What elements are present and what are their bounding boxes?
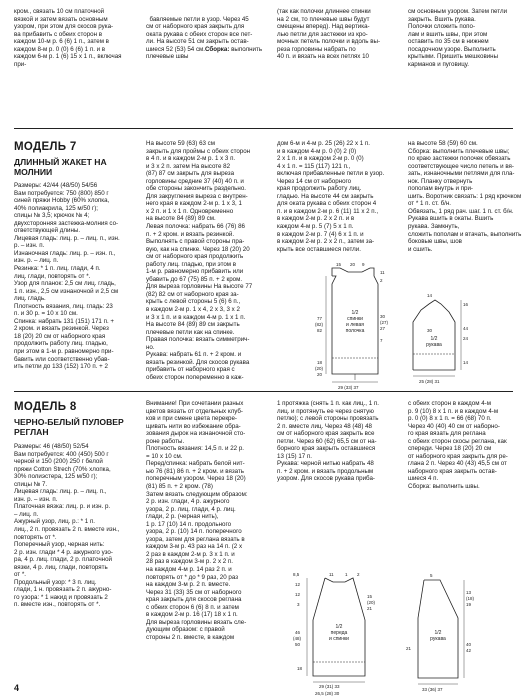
model8-sleeve-diagram [400,570,523,696]
m8-left-label-9: (20) [367,600,376,605]
m8-right-label-3: (18) [466,596,475,601]
model7-col2: На высоте 59 (63) 63 см закрыть для проймы с обеих сторон в 4 п. и в каждом 2-м р. 1 х 3 п. и 3 х 2 п. затем На высоте 82 (87) 87 см закрыть для выреза горловины средние 37 (40) 40 п. и обе стороны закончить раздельно. Для закругления выреза с внутрен- него края в каждом 2-м р. 1 х 3, 1 х 2 п. и 1 х 1 п. Одновременно на высоте 84 (89) 89 см. Левая полочка: набрать 66 (76) 86 п. + 2 кром. и вязать резинкой. Выполнять с правой стороны пра- вую, как на спинке. Через 18 (20) 20 см от наборного края продолжить работу лиц. гладью, при этом в 1-м р. равномерно прибавить или убавить до 67 (75) 85 п. + 2 кром. Для выреза горловины На высоте 77 (82) 82 см от наборного края за- крыть с левой стороны 5 (6) 6 п., в каждом 2-м р. 1 х 4, 2 х 3, 3 х 2 и 3 х 1 п. и в каждом 4-м р. 1 х 1 п. На высоте 84 (89) 89 см закрыть плечевые петли как на спинке. Правая полочка: вязать симметрич- но. Рукава: набрать 61 п. + 2 кром. и вязать резинкой. Для скосов рукава прибавить от наборного края с обеих сторон попеременно в каж- [146,140,253,381]
m7-right-label-1: 14 [427,293,433,298]
model7-subtitle: ДЛИННЫЙ ЖАКЕТ НА МОЛНИИ [14,157,107,177]
m7-left-label-6: 77 [317,316,323,321]
model7-title: МОДЕЛЬ 7 [14,141,77,153]
m7-left-label-15: 20 [317,372,323,377]
model7-sleeve-diagram [405,292,523,384]
m7-left-caption-4: полочка [345,328,365,334]
m7-right-caption-1: 1/2 [430,336,438,342]
m7-left-caption-3: и левая [346,322,364,328]
m7-left-label-10: (27) [380,320,389,325]
m8-left-label-3: 12 [295,582,301,587]
m8-right-label-8: 33 (36) 37 [422,687,443,692]
m8-left-label-13: 50 [295,642,301,647]
model8-body-diagram [283,568,395,696]
m8-left-label-1: 8,5 [293,572,300,577]
m7-left-caption-1: 1/2 [351,310,359,316]
m8-right-label-5: 21 [406,646,412,651]
model7-col4: на высоте 58 (59) 60 см. Сборка: выполнить плечевые швы; по краю застежки полочек обвязать соответствующее число петель и вя- зать, изнаночными петлями для пла- нок. Планку отвернуть пополам внутрь и при- шить. Воротник связать: 1 ряд крючком от * 1 п. ст. б/н. Обвязать, 1 ряд рач. шаг. 1 п. ст. б/н. Рукава вшить в окаты. Вшить рукава. Замкнуть, сложить пополам и втачать, выполнить боковые швы, шов и сшить. [408,140,522,253]
m7-right-label-6: 30 [427,328,433,333]
top-col1: кром., связать 10 см платочной вязкой и затем вязать основным узором, при этом для скосов рука- ва прибавить с обеих сторон в каждом 10-м р. 6 (6) 1 п., затем в каждом 8-м р. 0 (0) 6 (6) 1 п. и в каждом 6-м р. 1 (6) 15 х 1 п., включая при- [14,8,122,68]
m7-right-label-7: 25 (28) 31 [419,379,440,384]
m7-left-label-5: 2 [380,278,383,283]
m8-left-label-10: 21 [367,606,373,611]
m8-right-label-4: 19 [466,602,472,607]
m8-left-label-8: 15 [367,594,373,599]
top-col4: см основным узором. Затем петли закрыть. Вшить рукава. Полочки сложить попо- лам и вшить швы, при этом оставить по 35 см в нижнем посадочном узоре. Выполнить крытыми. Пришить мешковины карманов и пуговицу. [408,8,508,68]
m8-right-label-1: 5 [430,573,433,578]
m8-left-label-16: 26,5 (28) 30 [315,691,340,696]
m8-left-caption-1: 1/2 [335,624,343,630]
m7-left-label-8: 82 [317,328,323,333]
page-number: 4 [14,683,20,693]
m8-left-label-2: 11 [329,572,334,577]
m8-right-label-7: 42 [466,648,472,653]
model8-col1: Размеры: 46 (48/50) 52/54 Вам потребуется: 400 (450) 500 г черной и 150 (200) 250 г белой пряжи Cotton Strech (70% хлопка, 30% полиэстера, 125 м/50 г); спицы № 7. Лицевая гладь: лиц. р. – лиц. п., изн. р. – изн. п. Платочная вязка: лиц. р. и изн. р. – лиц. п. Ажурный узор, лиц. р.: * 1 п. лиц., 2 п. провязать 2 п. вместе изн., повторять от *. Поперечный узор, черная нить: 2 р. изн. глади * 4 р. ажурного узо- ра, 4 р. лиц. глади, 2 р. платочной вязки, 4 р. лиц. глади, повторять от *. Продольный узор: * 3 п. лиц. глади, 1 н. провязать 2 п. ажурно- го узора: * 1 накид и провязать 2 п. вместе изн., повторять от *. [14,443,120,609]
model8-col2: Внимание! При сочетании разных цветов вязать от отдельных клуб- ков и при смене цвета перекре- щивать нити во избежание обра- зования дырок на изнаночной сто- роне работы. Плотность вязания: 14,5 п. и 22 р. = 10 х 10 см. Перед/спинка: набрать белой нит- ью 76 (81) 86 п. + 2 кром. и вязать поперечным узором. Через 18 (20) (81) 85 п. + 2 кром. (78) Затем вязать следующим образом: 2 р. изн. глади, 4 р. ажурного узора, 2 р. лиц. глади, 4 р. лиц. глади, 2 р. (черная нить), 1 р. 17 (10) 14 п. продольного узора, 2 р. (10) 14 п. поперечного узора, затем для реглана вязать в каждом 3-м р. 43 раз на 14 п. (2 х 2 раз в каждом 2-м р. 3 х 1 п. и 28 раз в каждом 3-м р. 2 х 2 п. на каждом 4-м р. 14 раз 2 п. и повторять от * до * 9 раз, 20 раз на каждом 3-м р. 2 п. вместе. Через 31 (33) 35 см от наборного края закрыть для скосов реглана с обеих сторон 6 (6) 8 п. и затем в каждом 2-м р. 16 (17) 18 х 1 п. Для выреза горловины вязать сле- дующим образом: с правой стороны 2 п. вместе, в каждом [146,400,248,641]
model8-col3: 1 протяжка (снять 1 п. как лиц., 1 п. лиц. и протянуть ее через снятую петлю); с левой стороны провязать 2 п. вместе лиц. Через 48 (48) 48 см от наборного края закрыть все петли. Через 60 (62) 65,5 см от на- борного края закрыть оставшиеся 13 (15) 17 п. Рукава: черной нитью набрать 48 п. + 2 кром. и вязать продольным узором. Для скосов рукава приба- [277,400,379,483]
model8-title: МОДЕЛЬ 8 [14,401,77,413]
m7-left-label-2: 20 [350,262,356,267]
m7-right-label-5: 14 [463,360,469,365]
m7-left-label-11: 27 [380,326,386,331]
m7-right-label-3: 44 [463,326,469,331]
m7-left-label-9: 30 [380,314,386,319]
top-col3: (так как полочки длиннее спинки на 2 см, то плечевые швы будут смещены вперед). Над вертика- лью петли для застежки из кро- мочных петель полочки и вдоль вы- реза горловины набрать по 40 п. и вязать на всех петлях 10 [277,8,381,61]
m7-left-caption-2: спинки [347,316,363,322]
m7-left-label-16: 29 (33) 37 [338,385,359,390]
model7-col1: Размеры: 42/44 (48/50) 54/56 Вам потребуется: 750 (800) 850 г синей пряжи Hobby (60% хлопка, 40% полиакрила, 125 м/50 г); спицы № 3,5; крючок № 4; двухсторонняя застежка-молния со- ответствующей длины. Лицевая гладь: лиц. р. – лиц. п., изн. р. – изн. п. Изнаночная гладь: лиц. р. – изн. п., изн. р. – лиц. п. Резинка: * 1 п. лиц. глади, 4 п. лиц. глади, повторять от *. Узор для планок: 2,5 см лиц. гладь, 1 п. изн., 2,5 см изнаночной и 2,5 см лиц. гладь. Плотность вязания, лиц. гладь: 23 п. и 30 р. = 10 х 10 см. Спинка: набрать 131 (151) 171 п. + 2 кром. и вязать резинкой. Через 18 (20) 20 см от наборного края продолжить работу лиц. гладью, при этом в 1-м р. равномерно при- бавить или соответственно убав- ить петли до 133 (152) 170 п. + 2 [14,182,120,371]
top-col2-after: выполнить плечевые швы [146,45,264,61]
model8-subtitle: ЧЕРНО-БЕЛЫЙ ПУЛОВЕР РЕГЛАН [14,417,124,437]
m8-left-caption-3: и спинки [329,636,349,642]
m8-left-label-11: 46 [295,630,301,635]
top-col2-text: бавляемые петли в узор. Через 45 см от наборного края закрыть для оката рукава с обеих сторон все пет- ли. На высоте 51 см закрыть остав- шиеся 52 (53) 54 см. [146,15,253,53]
m8-left-caption-2: переда [330,630,348,636]
m8-left-label-6: 12 [295,592,301,597]
m7-left-label-4: 11 [380,270,385,275]
model8-col4: с обеих сторон в каждом 4-м р. 9 (10) 8 х 1 п. и в каждом 4-м р. 0 (0) 8 х 1 п. = 66 (68) 70 п. Через 40 (40) 40 см от наборно- го края вязать для реглана с обеих сторон скосы реглана, как спереди. Через 18 (20) 20 см от наборного края закрыть для ре- глана 2 п. Через 40 (43) 45,5 см от наборного края закрыть остав- шиеся 4 п. Сборка: выполнить швы. [408,400,508,491]
m8-left-label-4: 1 [345,572,348,577]
m8-left-label-7: 3 [297,602,300,607]
section-divider-2 [14,391,513,392]
m7-left-label-3: 9 [362,262,365,267]
top-col2 [146,8,266,61]
m7-right-label-4: 24 [463,336,469,341]
section-divider-1 [14,128,513,129]
m8-left-label-14: 18 [297,666,303,671]
m7-left-label-1: 15 [336,262,342,267]
model7-col3: дом 6-м и 4-м р. 25 (26) 22 х 1 п. и в каждом 4-м р. 0 (0) 2 (0) 2 х 1 п. и в каждом 2-м р. 0 (0) 4 х 1 п. = 115 (117) 121 п., включая прибавленные петли в узор. Через 14 см от наборного края продолжить работу лиц. гладью. На высоте 44 см закрыть для оката рукава с обеих сторон 4 п. и в каждом 2-м р. 6 (11) 11 х 2 п., в каждом 2-м р. 2 х 2 п. и в каждом 4-м р. 5 (7) 5 х 1 п. в каждом 2-м р. 7 (4) 6 х 1 п. и в каждом 2-м р. 2 х 2 п., затем за- крыть все оставшиеся петли. [277,140,385,253]
m8-right-label-6: 40 [466,642,472,647]
model7-body-diagram [300,262,410,390]
m7-left-label-12: 7 [380,338,383,343]
m7-right-label-2: 16 [463,302,469,307]
m7-left-label-14: (20) [315,366,324,371]
m8-left-label-5: 2 [357,572,360,577]
m8-right-caption-2: рукава [430,636,446,642]
m7-right-caption-2: рукава [426,342,442,348]
m8-left-label-15: 29 (31) 33 [319,684,340,689]
m7-left-label-7: (82) [315,322,324,327]
m8-right-label-2: 13 [466,590,472,595]
m8-right-caption-1: 1/2 [434,630,442,636]
m7-left-label-13: 18 [317,360,323,365]
top-col2-bold: Сборка: [205,45,230,53]
m8-left-label-12: (48) [293,636,302,641]
